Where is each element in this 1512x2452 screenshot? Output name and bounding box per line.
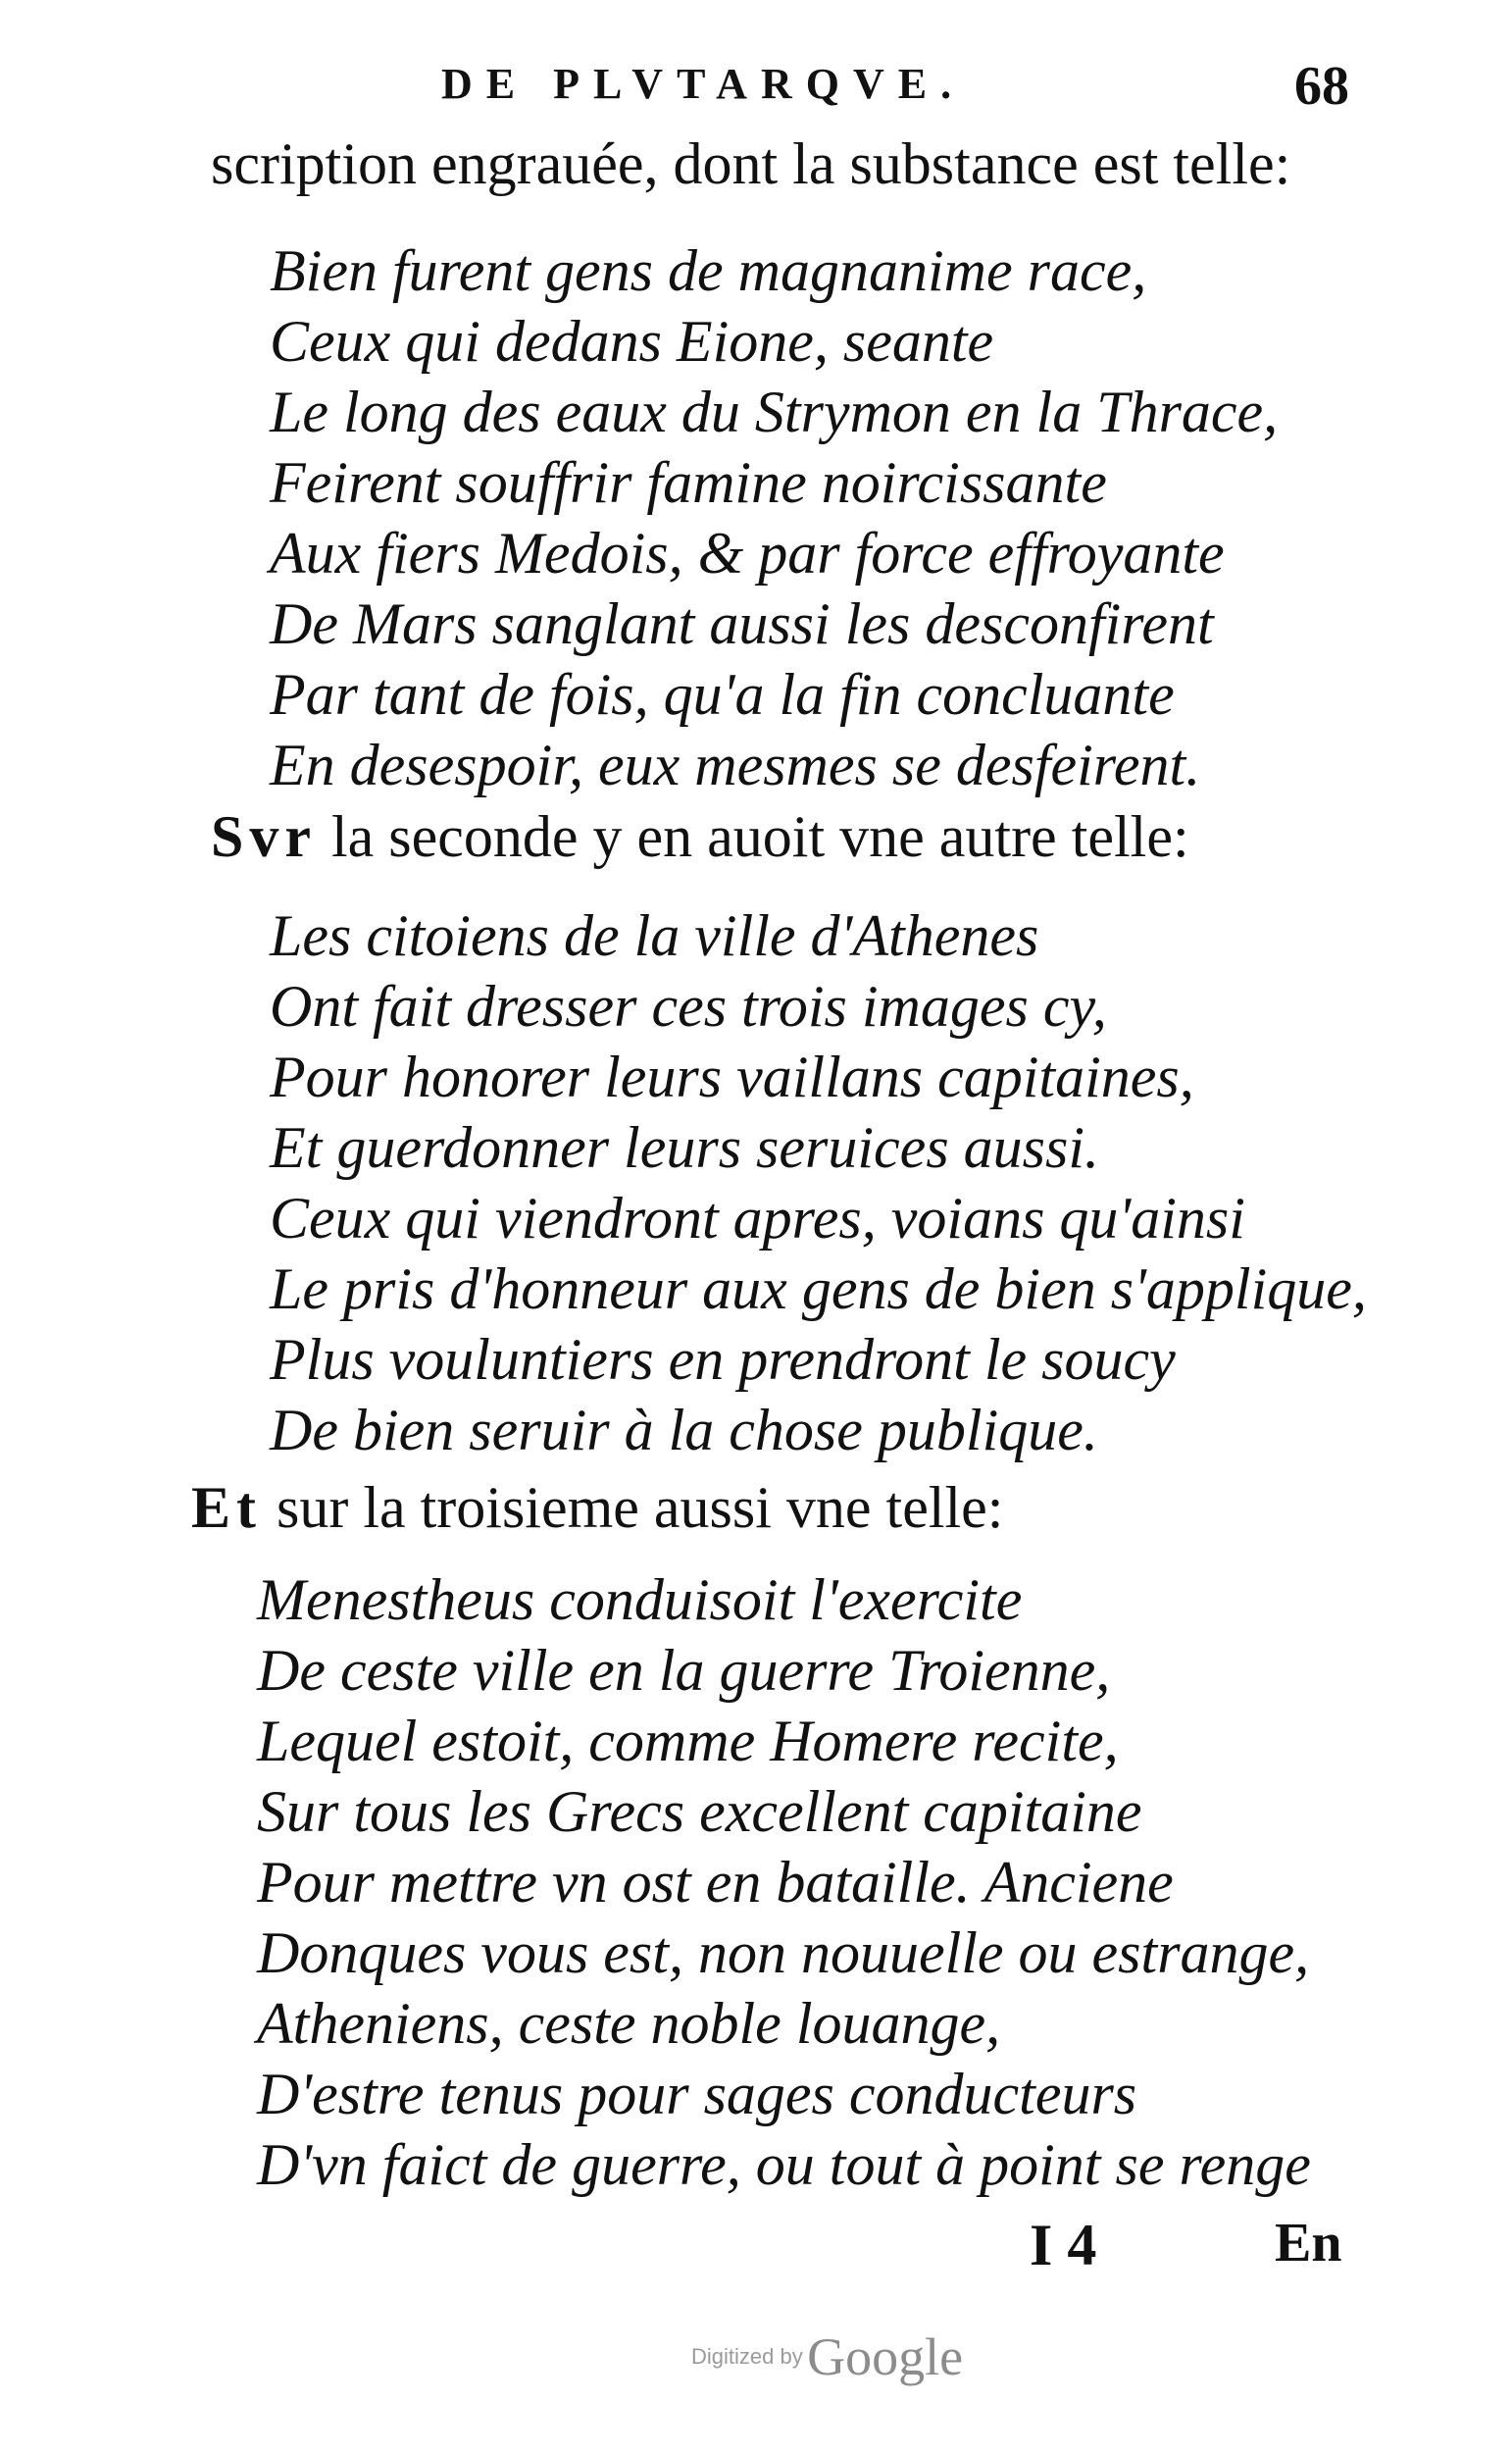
verse-block-3 [257,1564,1311,2200]
verse-block-1 [270,235,1278,800]
signature-mark: I 4 [1030,2213,1097,2277]
verse-line: Aux fiers Medois, & par force effroyante [270,521,1225,586]
verse-line: Feirent souffrir famine noircissante [270,450,1107,515]
paragraph-second [211,802,1189,871]
catchword: En [1275,2213,1342,2273]
paragraph-text: sur la troisieme aussi vne telle: [262,1475,1004,1540]
verse-line: De bien seruir à la chose publique. [270,1398,1098,1462]
verse-line: Pour mettre vn ost en bataille. Anciene [257,1850,1174,1915]
verse-line: Et guerdonner leurs seruices aussi. [270,1115,1100,1180]
verse-line: Bien furent gens de magnanime race, [270,238,1147,303]
verse-line: Le long des eaux du Strymon en la Thrace, [270,380,1279,444]
verse-line: Donques vous est, non nouuelle ou estrange, [257,1920,1310,1985]
verse-line: D'vn faict de guerre, ou tout à point se renge [257,2132,1311,2197]
verse-line: Ont fait dresser ces trois images cy, [270,974,1107,1039]
intro-line: scription engrauée, dont la substance est telle: [211,131,1291,196]
verse-line: D'estre tenus pour sages conducteurs [257,2062,1137,2126]
verse-line: Menestheus conduisoit l'exercite [257,1567,1023,1632]
small-caps-opening: Et [191,1475,262,1540]
small-caps-opening: Svr [211,804,317,869]
verse-line: De ceste ville en la guerre Troienne, [257,1638,1111,1703]
verse-line: De Mars sanglant aussi les desconfirent [270,591,1214,656]
page-number: 68 [1294,56,1349,117]
paragraph-text: la seconde y en auoit vne autre telle: [317,804,1189,869]
verse-line: Les citoiens de la ville d'Athenes [270,903,1039,968]
paragraph-third [191,1473,1003,1542]
verse-line: Le pris d'honneur aux gens de bien s'applique, [270,1256,1367,1321]
running-title: DE PLVTARQVE. [441,60,966,108]
verse-line: Sur tous les Grecs excellent capitaine [257,1779,1142,1844]
verse-line: Plus vouluntiers en prendront le soucy [270,1327,1176,1392]
verse-line: Lequel estoit, comme Homere recite, [257,1709,1119,1773]
verse-line: Ceux qui dedans Eione, seante [270,309,994,374]
verse-line: Atheniens, ceste noble louange, [257,1991,1001,2056]
digitization-watermark [691,2326,963,2387]
verse-line: En desespoir, eux mesmes se desfeirent. [270,733,1201,797]
watermark-prefix: Digitized by [691,2344,803,2369]
verse-line: Pour honorer leurs vaillans capitaines, [270,1045,1194,1109]
verse-block-2 [270,900,1367,1465]
verse-line: Par tant de fois, qu'a la fin concluante [270,662,1175,727]
watermark-brand: Google [807,2327,964,2386]
verse-line: Ceux qui viendront apres, voians qu'ainsi [270,1186,1245,1251]
